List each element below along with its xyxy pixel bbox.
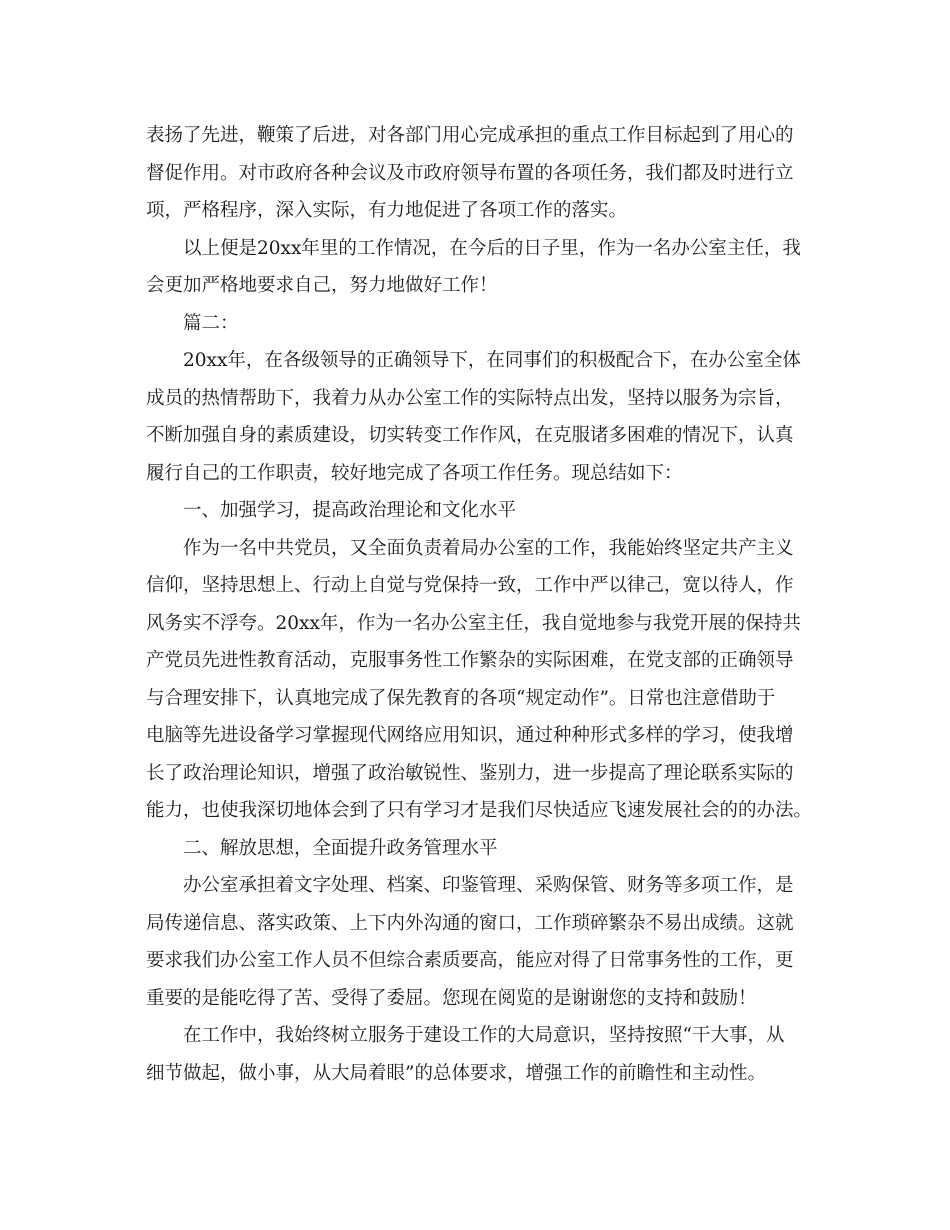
document-body (146, 117, 826, 1092)
text-line: 会更加严格地要求自己，努力地做好工作！ (146, 275, 498, 296)
text-line: 与合理安排下，认真地完成了保先教育的各项“规定动作”。日常也注意借助于 (146, 687, 776, 709)
text-line: 履行自己的工作职责，较好地完成了各项工作任务。现总结如下： (146, 462, 683, 484)
text-line: 产党员先进性教育活动，克服事务性工作繁杂的实际困难，在党支部的正确领导 (146, 650, 794, 671)
text-line: 表扬了先进，鞭策了后进，对各部门用心完成承担的重点工作目标起到了用心的 (146, 125, 794, 146)
paragraph-start-line: 20xx年，在各级领导的正确领导下，在同事们的积极配合下，在办公室全体 (183, 350, 801, 371)
text-line: 要求我们办公室工作人员不但综合素质要高，能应对得了日常事务性的工作，更 (146, 950, 794, 971)
paragraph-start-line: 以上便是20xx年里的工作情况，在今后的日子里，作为一名办公室主任，我 (183, 237, 801, 259)
section-heading: 一、加强学习，提高政治理论和文化水平 (183, 500, 517, 521)
text-line: 长了政治理论知识，增强了政治敏锐性、鉴别力，进一步提高了理论联系实际的 (146, 762, 794, 784)
paragraph-start-line: 在工作中，我始终树立服务于建设工作的大局意识，坚持按照“干大事，从 (183, 1025, 785, 1046)
text-line: 项，严格程序，深入实际，有力地促进了各项工作的落实。 (146, 200, 628, 221)
text-line: 不断加强自身的素质建设，切实转变工作作风，在克服诸多困难的情况下，认真 (146, 425, 794, 446)
text-line: 信仰，坚持思想上、行动上自觉与党保持一致，工作中严以律己，宽以待人，作 (146, 575, 794, 596)
text-line: 风务实不浮夸。20xx年，作为一名办公室主任，我自觉地参与我党开展的保持共 (146, 612, 801, 634)
section-heading: 篇二： (183, 312, 239, 334)
paragraph-start-line: 作为一名中共党员，又全面负责着局办公室的工作，我能始终坚定共产主义 (183, 537, 794, 559)
text-line: 细节做起，做小事，从大局着眼”的总体要求，增强工作的前瞻性和主动性。 (146, 1062, 766, 1084)
text-line: 电脑等先进设备学习掌握现代网络应用知识，通过种种形式多样的学习，使我增 (146, 725, 794, 746)
section-heading: 二、解放思想，全面提升政务管理水平 (183, 837, 498, 859)
text-line: 能力，也使我深切地体会到了只有学习才是我们尽快适应飞速发展社会的的办法。 (146, 800, 813, 821)
text-line: 重要的是能吃得了苦、受得了委屈。您现在阅览的是谢谢您的支持和鼓励！ (146, 987, 757, 1009)
paragraph-start-line: 办公室承担着文字处理、档案、印鉴管理、采购保管、财务等多项工作，是 (183, 875, 794, 896)
text-line: 局传递信息、落实政策、上下内外沟通的窗口，工作琐碎繁杂不易出成绩。这就 (146, 912, 794, 934)
text-line: 成员的热情帮助下，我着力从办公室工作的实际特点出发，坚持以服务为宗旨， (146, 387, 794, 409)
text-line: 督促作用。对市政府各种会议及市政府领导布置的各项任务，我们都及时进行立 (146, 162, 794, 184)
